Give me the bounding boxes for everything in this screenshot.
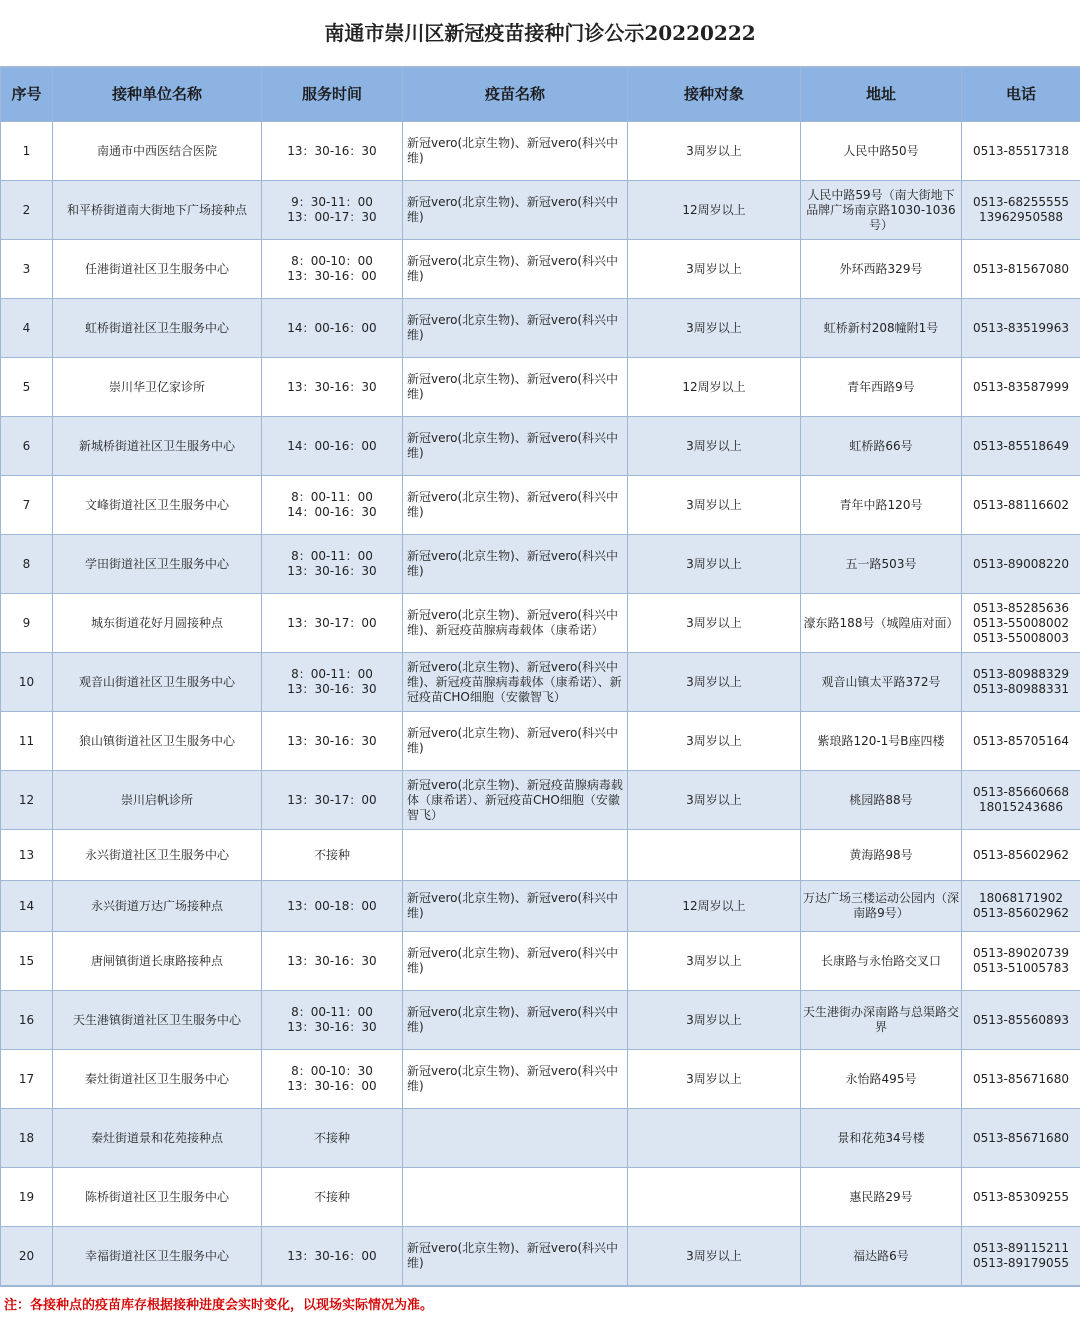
cell-number: 10 — [1, 653, 53, 712]
cell-number: 1 — [1, 122, 53, 181]
cell-phone: 0513-85517318 — [962, 122, 1080, 181]
cell-address: 外环西路329号 — [801, 240, 962, 299]
cell-address: 青年中路120号 — [801, 476, 962, 535]
cell-address: 人民中路59号（南大街地下品牌广场南京路1030-1036号） — [801, 181, 962, 240]
cell-unit-name: 崇川华卫亿家诊所 — [53, 358, 262, 417]
cell-unit-name: 崇川启帆诊所 — [53, 771, 262, 830]
cell-target-group: 3周岁以上 — [628, 991, 801, 1050]
cell-address: 虹桥新村208幢附1号 — [801, 299, 962, 358]
cell-target-group: 3周岁以上 — [628, 417, 801, 476]
header-service-time: 服务时间 — [262, 68, 403, 122]
cell-number: 7 — [1, 476, 53, 535]
cell-number: 17 — [1, 1050, 53, 1109]
cell-service-time: 8：00-11：00 13：30-16：30 — [262, 653, 403, 712]
page-title: 南通市崇川区新冠疫苗接种门诊公示20220222 — [0, 0, 1080, 67]
cell-address: 五一路503号 — [801, 535, 962, 594]
cell-vaccine-name: 新冠vero(北京生物)、新冠vero(科兴中维) — [403, 358, 628, 417]
cell-vaccine-name: 新冠vero(北京生物)、新冠疫苗腺病毒载体（康希诺）、新冠疫苗CHO细胞（安徽智飞） — [403, 771, 628, 830]
cell-phone: 0513-85705164 — [962, 712, 1080, 771]
cell-vaccine-name: 新冠vero(北京生物)、新冠vero(科兴中维) — [403, 299, 628, 358]
header-target-group: 接种对象 — [628, 68, 801, 122]
cell-service-time: 不接种 — [262, 1168, 403, 1227]
cell-phone: 18068171902 0513-85602962 — [962, 881, 1080, 932]
cell-service-time: 8：00-11：00 14：00-16：30 — [262, 476, 403, 535]
cell-number: 14 — [1, 881, 53, 932]
cell-service-time: 9：30-11：00 13：00-17：30 — [262, 181, 403, 240]
cell-address: 虹桥路66号 — [801, 417, 962, 476]
cell-address: 福达路6号 — [801, 1227, 962, 1286]
cell-unit-name: 学田街道社区卫生服务中心 — [53, 535, 262, 594]
cell-unit-name: 南通市中西医结合医院 — [53, 122, 262, 181]
cell-number: 3 — [1, 240, 53, 299]
cell-phone: 0513-85560893 — [962, 991, 1080, 1050]
cell-unit-name: 新城桥街道社区卫生服务中心 — [53, 417, 262, 476]
cell-target-group: 12周岁以上 — [628, 181, 801, 240]
cell-number: 16 — [1, 991, 53, 1050]
header-unit-name: 接种单位名称 — [53, 68, 262, 122]
cell-number: 8 — [1, 535, 53, 594]
cell-target-group: 3周岁以上 — [628, 535, 801, 594]
table-body — [1, 122, 1080, 1286]
table-row — [1, 358, 1080, 417]
cell-unit-name: 文峰街道社区卫生服务中心 — [53, 476, 262, 535]
table-row — [1, 417, 1080, 476]
cell-service-time: 13：30-17：00 — [262, 594, 403, 653]
cell-number: 2 — [1, 181, 53, 240]
table-row — [1, 1168, 1080, 1227]
cell-target-group: 12周岁以上 — [628, 881, 801, 932]
cell-unit-name: 观音山街道社区卫生服务中心 — [53, 653, 262, 712]
cell-service-time: 13：30-16：00 — [262, 1227, 403, 1286]
cell-target-group: 3周岁以上 — [628, 653, 801, 712]
header-phone: 电话 — [962, 68, 1080, 122]
cell-phone: 0513-85518649 — [962, 417, 1080, 476]
cell-unit-name: 任港街道社区卫生服务中心 — [53, 240, 262, 299]
cell-target-group: 12周岁以上 — [628, 358, 801, 417]
footer-note: 注：各接种点的疫苗库存根据接种进度会实时变化，以现场实际情况为准。 — [0, 1286, 1080, 1323]
cell-phone: 0513-85602962 — [962, 830, 1080, 881]
cell-vaccine-name: 新冠vero(北京生物)、新冠vero(科兴中维) — [403, 1050, 628, 1109]
cell-number: 20 — [1, 1227, 53, 1286]
cell-service-time: 13：00-18：00 — [262, 881, 403, 932]
cell-target-group: 3周岁以上 — [628, 771, 801, 830]
cell-vaccine-name: 新冠vero(北京生物)、新冠vero(科兴中维) — [403, 881, 628, 932]
cell-number: 15 — [1, 932, 53, 991]
cell-unit-name: 虹桥街道社区卫生服务中心 — [53, 299, 262, 358]
cell-service-time: 8：00-11：00 13：30-16：30 — [262, 535, 403, 594]
cell-address: 永怡路495号 — [801, 1050, 962, 1109]
cell-phone: 0513-80988329 0513-80988331 — [962, 653, 1080, 712]
cell-service-time: 13：30-16：30 — [262, 358, 403, 417]
cell-phone: 0513-89020739 0513-51005783 — [962, 932, 1080, 991]
table-row — [1, 299, 1080, 358]
cell-address: 桃园路88号 — [801, 771, 962, 830]
table-row — [1, 1050, 1080, 1109]
table-row — [1, 181, 1080, 240]
cell-phone: 0513-85309255 — [962, 1168, 1080, 1227]
cell-phone: 0513-89115211 0513-89179055 — [962, 1227, 1080, 1286]
cell-vaccine-name — [403, 1168, 628, 1227]
table-row — [1, 653, 1080, 712]
cell-address: 惠民路29号 — [801, 1168, 962, 1227]
header-vaccine-name: 疫苗名称 — [403, 68, 628, 122]
header-address: 地址 — [801, 68, 962, 122]
cell-unit-name: 幸福街道社区卫生服务中心 — [53, 1227, 262, 1286]
cell-vaccine-name: 新冠vero(北京生物)、新冠vero(科兴中维) — [403, 181, 628, 240]
cell-address: 景和花苑34号楼 — [801, 1109, 962, 1168]
cell-address: 天生港街办深南路与总渠路交界 — [801, 991, 962, 1050]
cell-address: 长康路与永怡路交叉口 — [801, 932, 962, 991]
cell-target-group — [628, 1168, 801, 1227]
cell-unit-name: 狼山镇街道社区卫生服务中心 — [53, 712, 262, 771]
cell-number: 12 — [1, 771, 53, 830]
table-row — [1, 712, 1080, 771]
cell-service-time: 14：00-16：00 — [262, 299, 403, 358]
cell-number: 6 — [1, 417, 53, 476]
cell-service-time: 13：30-16：30 — [262, 932, 403, 991]
cell-vaccine-name: 新冠vero(北京生物)、新冠vero(科兴中维) — [403, 476, 628, 535]
cell-target-group — [628, 1109, 801, 1168]
table-row — [1, 881, 1080, 932]
cell-number: 13 — [1, 830, 53, 881]
table-row — [1, 1227, 1080, 1286]
cell-vaccine-name: 新冠vero(北京生物)、新冠vero(科兴中维) — [403, 991, 628, 1050]
cell-phone: 0513-68255555 13962950588 — [962, 181, 1080, 240]
cell-unit-name: 秦灶街道景和花苑接种点 — [53, 1109, 262, 1168]
cell-service-time: 不接种 — [262, 830, 403, 881]
cell-number: 5 — [1, 358, 53, 417]
cell-phone: 0513-83587999 — [962, 358, 1080, 417]
cell-unit-name: 唐闸镇街道长康路接种点 — [53, 932, 262, 991]
cell-address: 紫琅路120-1号B座四楼 — [801, 712, 962, 771]
cell-target-group: 3周岁以上 — [628, 240, 801, 299]
cell-phone: 0513-85671680 — [962, 1050, 1080, 1109]
cell-service-time: 13：30-16：30 — [262, 122, 403, 181]
cell-address: 濠东路188号（城隍庙对面） — [801, 594, 962, 653]
cell-vaccine-name — [403, 1109, 628, 1168]
table-row — [1, 122, 1080, 181]
cell-phone: 0513-85660668 18015243686 — [962, 771, 1080, 830]
table-row — [1, 771, 1080, 830]
cell-target-group: 3周岁以上 — [628, 1050, 801, 1109]
cell-vaccine-name: 新冠vero(北京生物)、新冠vero(科兴中维) — [403, 1227, 628, 1286]
table-row — [1, 535, 1080, 594]
cell-service-time: 8：00-10：30 13：30-16：00 — [262, 1050, 403, 1109]
cell-vaccine-name: 新冠vero(北京生物)、新冠vero(科兴中维)、新冠疫苗腺病毒载体（康希诺）、新冠疫苗CHO细胞（安徽智飞） — [403, 653, 628, 712]
cell-target-group: 3周岁以上 — [628, 594, 801, 653]
cell-phone: 0513-83519963 — [962, 299, 1080, 358]
cell-target-group: 3周岁以上 — [628, 476, 801, 535]
cell-address: 观音山镇太平路372号 — [801, 653, 962, 712]
clinic-table — [0, 67, 1080, 1286]
cell-phone: 0513-85671680 — [962, 1109, 1080, 1168]
cell-target-group: 3周岁以上 — [628, 299, 801, 358]
table-row — [1, 991, 1080, 1050]
cell-address: 人民中路50号 — [801, 122, 962, 181]
cell-number: 9 — [1, 594, 53, 653]
cell-service-time: 14：00-16：00 — [262, 417, 403, 476]
cell-vaccine-name: 新冠vero(北京生物)、新冠vero(科兴中维) — [403, 535, 628, 594]
cell-target-group: 3周岁以上 — [628, 122, 801, 181]
table-row — [1, 594, 1080, 653]
cell-address: 万达广场三楼运动公园内（深南路9号） — [801, 881, 962, 932]
cell-number: 11 — [1, 712, 53, 771]
cell-address: 黄海路98号 — [801, 830, 962, 881]
cell-vaccine-name: 新冠vero(北京生物)、新冠vero(科兴中维) — [403, 932, 628, 991]
cell-phone: 0513-85285636 0513-55008002 0513-55008003 — [962, 594, 1080, 653]
cell-unit-name: 永兴街道万达广场接种点 — [53, 881, 262, 932]
cell-unit-name: 陈桥街道社区卫生服务中心 — [53, 1168, 262, 1227]
cell-number: 18 — [1, 1109, 53, 1168]
cell-service-time: 13：30-16：30 — [262, 712, 403, 771]
table-row — [1, 830, 1080, 881]
cell-vaccine-name: 新冠vero(北京生物)、新冠vero(科兴中维) — [403, 122, 628, 181]
cell-phone: 0513-81567080 — [962, 240, 1080, 299]
cell-number: 19 — [1, 1168, 53, 1227]
cell-unit-name: 城东街道花好月圆接种点 — [53, 594, 262, 653]
cell-unit-name: 永兴街道社区卫生服务中心 — [53, 830, 262, 881]
cell-target-group: 3周岁以上 — [628, 712, 801, 771]
table-row — [1, 1109, 1080, 1168]
cell-target-group — [628, 830, 801, 881]
cell-unit-name: 秦灶街道社区卫生服务中心 — [53, 1050, 262, 1109]
cell-unit-name: 和平桥街道南大街地下广场接种点 — [53, 181, 262, 240]
table-header-row — [1, 68, 1080, 122]
cell-unit-name: 天生港镇街道社区卫生服务中心 — [53, 991, 262, 1050]
cell-vaccine-name: 新冠vero(北京生物)、新冠vero(科兴中维) — [403, 417, 628, 476]
cell-phone: 0513-89008220 — [962, 535, 1080, 594]
cell-target-group: 3周岁以上 — [628, 932, 801, 991]
cell-address: 青年西路9号 — [801, 358, 962, 417]
cell-vaccine-name: 新冠vero(北京生物)、新冠vero(科兴中维) — [403, 712, 628, 771]
table-row — [1, 240, 1080, 299]
cell-service-time: 8：00-10：00 13：30-16：00 — [262, 240, 403, 299]
header-number: 序号 — [1, 68, 53, 122]
table-row — [1, 932, 1080, 991]
cell-vaccine-name — [403, 830, 628, 881]
cell-number: 4 — [1, 299, 53, 358]
cell-service-time: 13：30-17：00 — [262, 771, 403, 830]
cell-vaccine-name: 新冠vero(北京生物)、新冠vero(科兴中维) — [403, 240, 628, 299]
cell-service-time: 8：00-11：00 13：30-16：30 — [262, 991, 403, 1050]
cell-vaccine-name: 新冠vero(北京生物)、新冠vero(科兴中维)、新冠疫苗腺病毒载体（康希诺） — [403, 594, 628, 653]
cell-target-group: 3周岁以上 — [628, 1227, 801, 1286]
cell-phone: 0513-88116602 — [962, 476, 1080, 535]
cell-service-time: 不接种 — [262, 1109, 403, 1168]
table-row — [1, 476, 1080, 535]
